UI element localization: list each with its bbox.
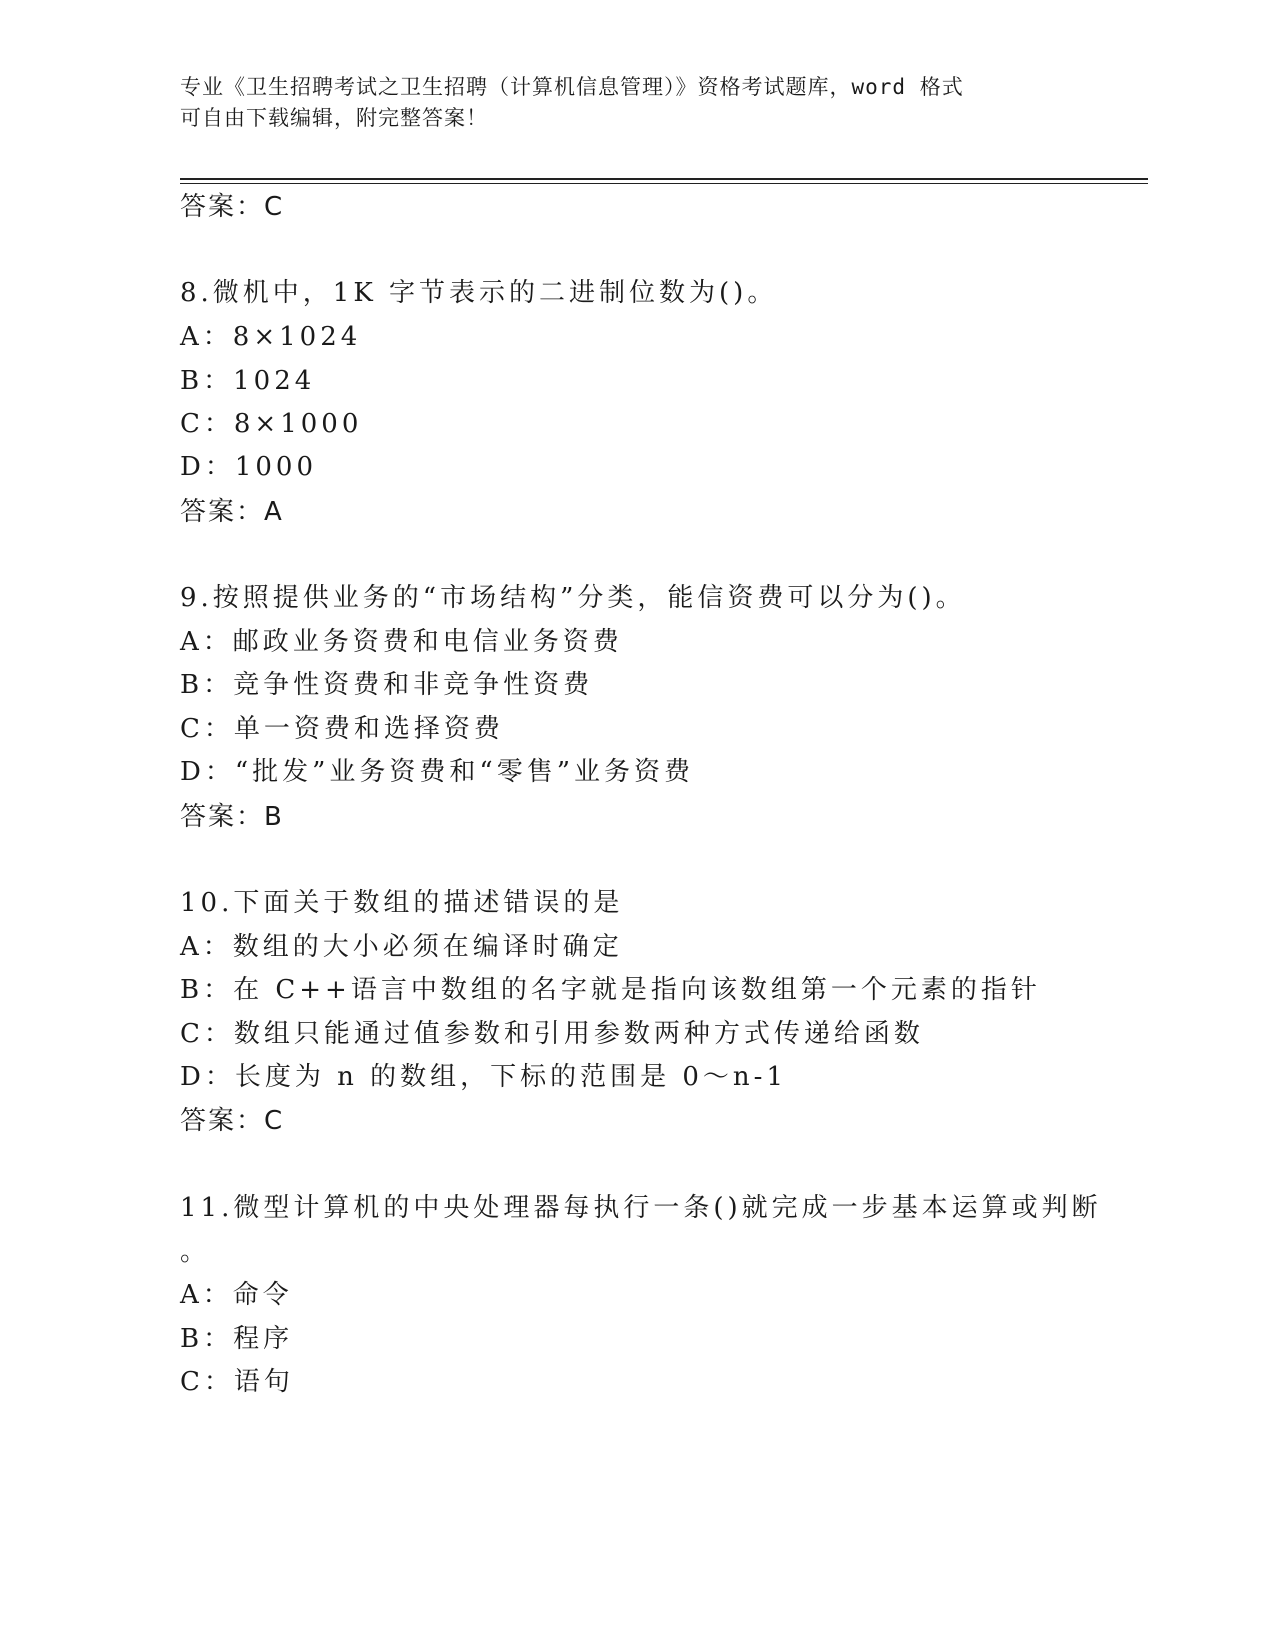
question-9-option-d: D：“批发”业务资费和“零售”业务资费	[180, 757, 695, 787]
question-9-option-a: A：邮政业务资费和电信业务资费	[180, 627, 623, 657]
header-divider-bottom	[180, 183, 1148, 184]
document-header	[180, 72, 1060, 134]
question-10-answer: 答案：C	[180, 1106, 285, 1136]
question-8-answer: 答案：A	[180, 497, 284, 527]
question-9-option-c: C：单一资费和选择资费	[180, 714, 504, 744]
question-9: 9.按照提供业务的“市场结构”分类，能信资费可以分为()。	[180, 583, 966, 613]
answer-previous: 答案：C	[180, 192, 285, 222]
question-8-option-a: A：8×1024	[180, 322, 362, 352]
header-line-2: 可自由下载编辑，附完整答案！	[180, 106, 488, 130]
header-line-1: 专业《卫生招聘考试之卫生招聘（计算机信息管理）》资格考试题库，word 格式	[180, 75, 964, 99]
question-8-option-b: B：1024	[180, 366, 316, 396]
question-10-option-c: C：数组只能通过值参数和引用参数两种方式传递给函数	[180, 1019, 924, 1049]
header-divider-top	[180, 178, 1148, 180]
question-10-option-a: A：数组的大小必须在编译时确定	[180, 932, 623, 962]
question-11-option-a: A：命令	[180, 1280, 293, 1310]
question-9-option-b: B：竞争性资费和非竞争性资费	[180, 670, 594, 700]
question-10-option-b: B：在 C++语言中数组的名字就是指向该数组第一个元素的指针	[180, 975, 1041, 1005]
question-8-option-c: C：8×1000	[180, 409, 363, 439]
question-11-option-b: B：程序	[180, 1324, 294, 1354]
question-8-option-d: D：1000	[180, 452, 318, 482]
question-10: 10.下面关于数组的描述错误的是	[180, 888, 624, 918]
question-11: 11.微型计算机的中央处理器每执行一条()就完成一步基本运算或判断	[180, 1193, 1102, 1223]
question-11-option-c: C：语句	[180, 1367, 294, 1397]
question-10-option-d: D：长度为 n 的数组，下标的范围是 0～n-1	[180, 1062, 787, 1092]
question-9-answer: 答案：B	[180, 802, 284, 832]
question-8: 8.微机中，1K 字节表示的二进制位数为()。	[180, 278, 778, 308]
question-11-continuation: 。	[180, 1237, 211, 1267]
